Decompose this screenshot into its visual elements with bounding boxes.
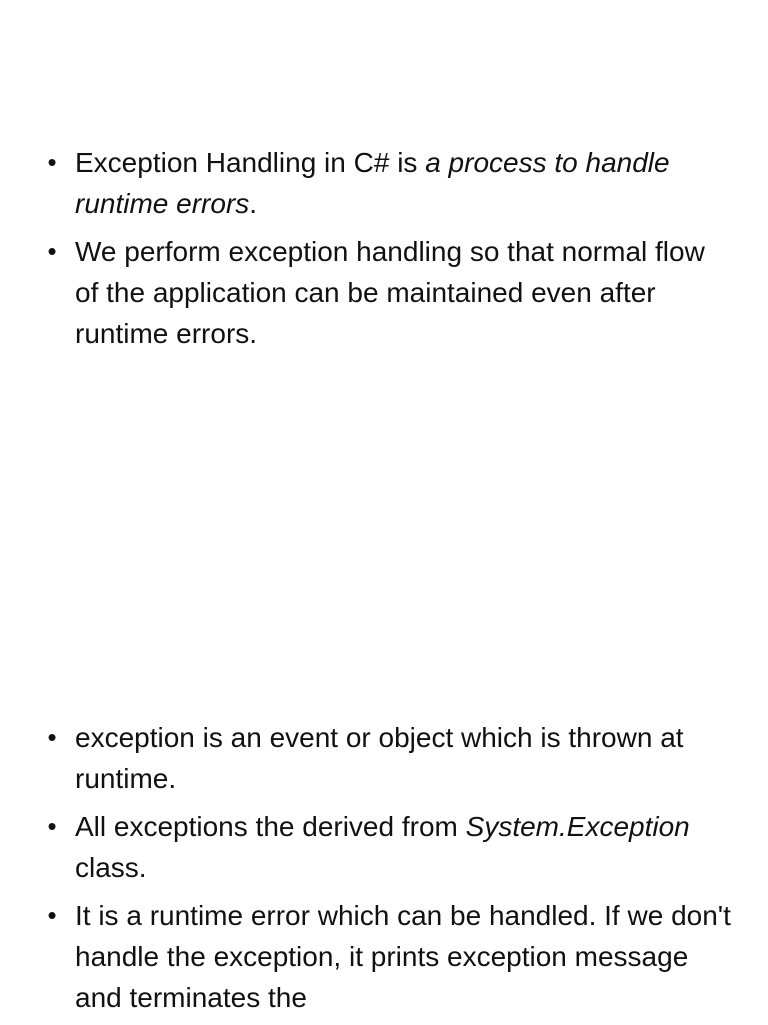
bullet-item-exception-handling-definition — [47, 142, 768, 224]
bullet-text-plain-end: class. — [75, 852, 147, 883]
bullet-item-exception-event — [47, 717, 768, 799]
bullet-text-plain: All exceptions the derived from — [75, 811, 466, 842]
bullet-list-bottom — [0, 717, 768, 1018]
bullet-item-normal-flow — [47, 231, 768, 354]
bullet-item-system-exception — [47, 806, 768, 888]
bullet-text-plain-end: . — [249, 188, 258, 219]
bullet-icon: • — [47, 147, 57, 177]
bullet-text: exception is an event or object which is thrown at runtime. — [75, 722, 684, 794]
bullet-section-top — [0, 142, 768, 361]
bullet-text-italic: a process to handle runtime errors — [75, 147, 670, 219]
bullet-icon: • — [47, 900, 57, 930]
bullet-text: It is a runtime error which can be handled. If we don't handle the exception, it prints exception message and terminates the — [75, 900, 731, 1013]
bullet-icon: • — [47, 722, 57, 752]
bullet-text-italic: System.Exception — [465, 811, 690, 842]
bullet-section-bottom — [0, 717, 768, 1025]
bullet-text: We perform exception handling so that normal flow of the application can be maintained even after runtime errors. — [75, 236, 705, 349]
bullet-text-plain: Exception Handling in C# is — [75, 147, 426, 178]
bullet-icon: • — [47, 236, 57, 266]
bullet-list-top — [0, 142, 768, 354]
bullet-icon: • — [47, 811, 57, 841]
bullet-item-runtime-error — [47, 895, 768, 1018]
